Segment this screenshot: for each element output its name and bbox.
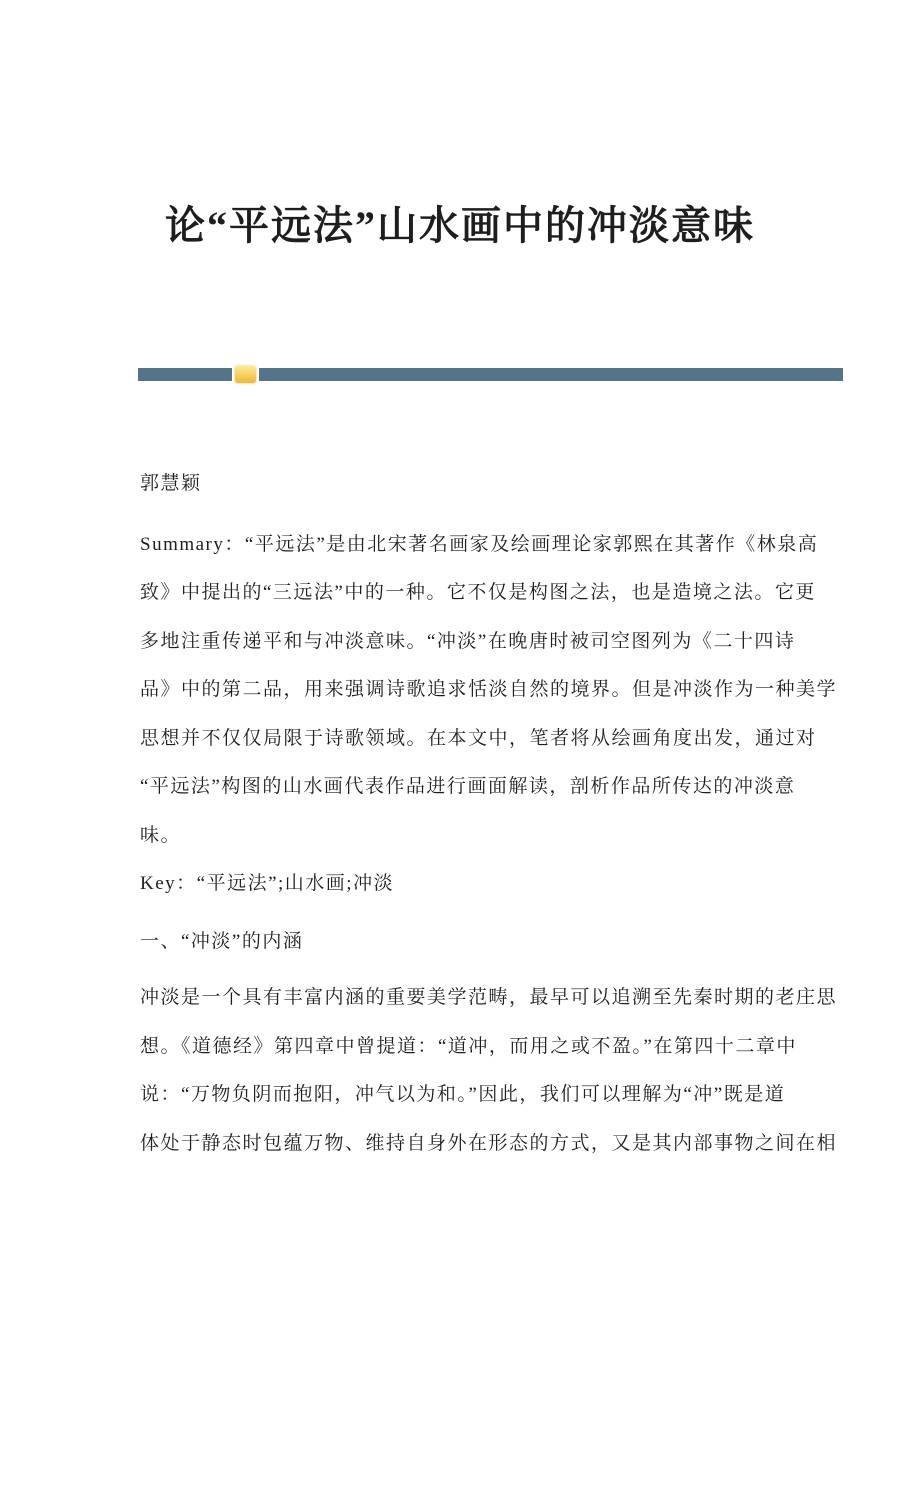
summary-line: 品》中的第二品，用来强调诗歌追求恬淡自然的境界。但是冲淡作为一种美学 [140, 679, 838, 700]
article-content [140, 460, 838, 1168]
summary-line: 思想并不仅仅局限于诗歌领域。在本文中，笔者将从绘画角度出发，通过对 [140, 727, 817, 749]
keywords-line: Key：“平远法”;山水画;冲淡 [140, 873, 395, 894]
body-paragraph [140, 974, 838, 1168]
summary-line: “平远法”构图的山水画代表作品进行画面解读，剖析作品所传达的冲淡意 [140, 776, 796, 797]
body-line: 说：“万物负阴而抱阳，冲气以为和。”因此，我们可以理解为“冲”既是道 [140, 1084, 786, 1105]
body-line: 体处于静态时包蕴万物、维持自身外在形态的方式，又是其内部事物之间在相 [140, 1132, 838, 1154]
summary-line: 多地注重传递平和与冲淡意味。“冲淡”在晚唐时被司空图列为《二十四诗 [140, 630, 796, 652]
summary-paragraph [140, 521, 838, 861]
section-heading: 一、“冲淡”的内涵 [140, 930, 304, 952]
summary-line: Summary：“平远法”是由北宋著名画家及绘画理论家郭熙在其著作《林泉高 [140, 533, 819, 555]
author-name: 郭慧颖 [140, 473, 202, 494]
divider-bar-left [138, 368, 232, 381]
summary-line: 致》中提出的“三远法”中的一种。它不仅是构图之法，也是造境之法。它更 [140, 582, 816, 603]
title-divider [138, 366, 843, 383]
gold-badge-icon [235, 366, 256, 383]
divider-bar-right [259, 368, 843, 381]
document-page [0, 202, 920, 1504]
body-line: 想。《道德经》第四章中曾提道：“道冲，而用之或不盈。”在第四十二章中 [140, 1035, 797, 1057]
article-title: 论“平远法”山水画中的冲淡意味 [165, 203, 755, 248]
summary-line: 味。 [140, 824, 182, 846]
body-line: 冲淡是一个具有丰富内涵的重要美学范畴，最早可以追溯至先秦时期的老庄思 [140, 987, 838, 1008]
